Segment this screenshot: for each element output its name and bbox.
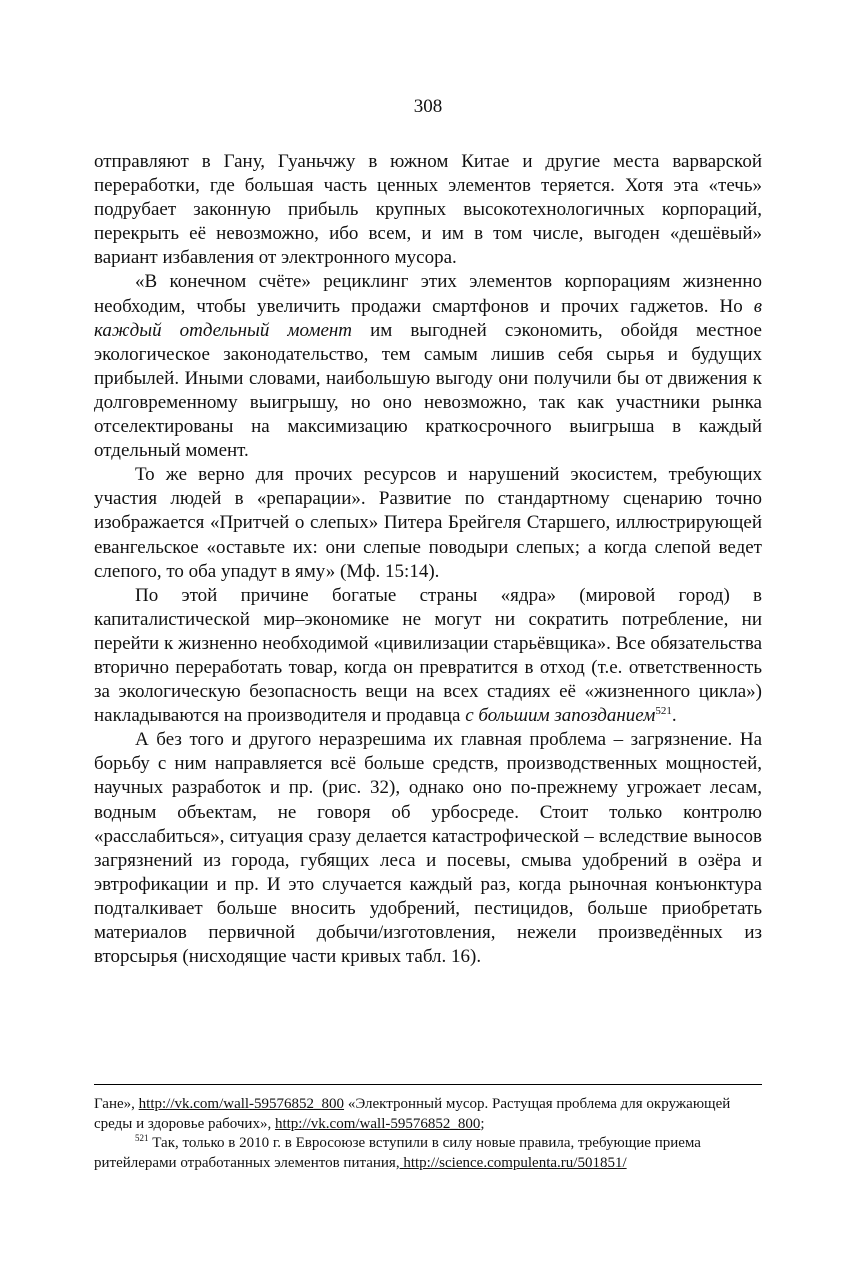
footnote-link[interactable]: http://vk.com/wall-59576852_800: [274, 1115, 481, 1132]
paragraph-5: А без того и другого неразрешима их главная проблема – загрязнение. На борьбу с ним направляется всё больше средств, производственных мощностей, научных разработок и пр. (рис. 32), однако оно по-прежнему угрожает лесам, водным объектам, не говоря об урбосреде. Стоит только контролю «расслабиться», ситуация сразу делается катастрофической – вследствие выносов загрязнений из города, губящих леса и посевы, смыва удобрений в озёра и эвтрофикации и пр. И это случается каждый раз, когда рыночная конъюнктура подталкивает больше вносить удобрений, пестицидов, больше приобретать материалов первичной добычи/изготовления, нежели произведённых из вторсырья (нисходящие части кривых табл. 16).: [94, 729, 762, 968]
page-number: 308: [413, 96, 443, 117]
main-text: [94, 150, 762, 969]
paragraph-4-text-a: По этой причине богатые страны «ядра» (мировой город) в капиталистической мир–экономике не могут ни сократить потребление, ни перейти к жизненно необходимой «цивилизации старьёвщика». Все обязательства вторично переработать товар, когда он превратится в отход (т.е. ответственность за экологическую безопасность вещи на всех стадиях её «жизненного цикла») накладываются на производителя и продавца: [94, 584, 762, 727]
footnotes: [94, 1095, 762, 1173]
paragraph-1: отправляют в Гану, Гуаньчжу в южном Китае и другие места варварской переработки, где большая часть ценных элементов теряется. Хотя эта «течь» подрубает законную прибыль крупных высокотехнологичных корпораций, перекрыть её невозможно, ибо всем, и им в том числе, выгоден «дешёвый» вариант избавления от электронного мусора.: [94, 151, 762, 269]
footnote-text: «Электронный мусор. Растущая проблема для окружающей среды и здоровье рабочих»,: [94, 1096, 731, 1132]
footnote-ref-521[interactable]: 521: [655, 705, 672, 718]
footnote-link[interactable]: http://science.compulenta.ru/501851/: [399, 1154, 627, 1171]
footnote-text: ;: [480, 1115, 485, 1132]
paragraph-4-text-b: .: [671, 705, 677, 727]
footnote-continuation: [94, 1095, 762, 1134]
paragraph-2-text-a: «В конечном счёте» рециклинг этих элементов корпорациям жизненно необходим, чтобы увеличить продажи смартфонов и прочих гаджетов. Но: [94, 271, 762, 317]
paragraph-2-italic: в каждый отдельный момент: [94, 295, 762, 341]
footnote-divider: [94, 1084, 762, 1085]
paragraph-2: [94, 270, 762, 463]
footnote-mark-521: 521: [135, 1133, 149, 1143]
paragraph-4: [94, 584, 762, 729]
footnote-521: [94, 1134, 762, 1173]
paragraph-3: То же верно для прочих ресурсов и нарушений экосистем, требующих участия людей в «репарации». Развитие по стандартному сценарию точно изображается «Притчей о слепых» Питера Брейгеля Старшего, иллюстрирующей евангельское «оставьте их: они слепые поводыри слепых; а когда слепой ведет слепого, то оба упадут в яму» (Мф. 15:14).: [94, 464, 762, 582]
footnote-link[interactable]: http://vk.com/wall-59576852_800: [138, 1096, 345, 1112]
footnote-text: Гане»,: [94, 1096, 139, 1112]
paragraph-4-italic: с большим запозданием: [465, 705, 656, 727]
footnote-text: Так, только в 2010 г. в Евросоюзе вступили в силу новые правила, требующие приема ритейлерами отработанных элементов питания,: [94, 1135, 701, 1171]
paragraph-2-text-b: им выгодней сэкономить, обойдя местное экологическое законодательство, тем самым лишив себя сырья и будущих прибылей. Иными словами, наибольшую выгоду они получили бы от движения к долговременному выигрышу, но оно невозможно, так как участники рынка отселектированы на максимизацию краткосрочного выигрыша в каждый отдельный момент.: [94, 319, 762, 462]
